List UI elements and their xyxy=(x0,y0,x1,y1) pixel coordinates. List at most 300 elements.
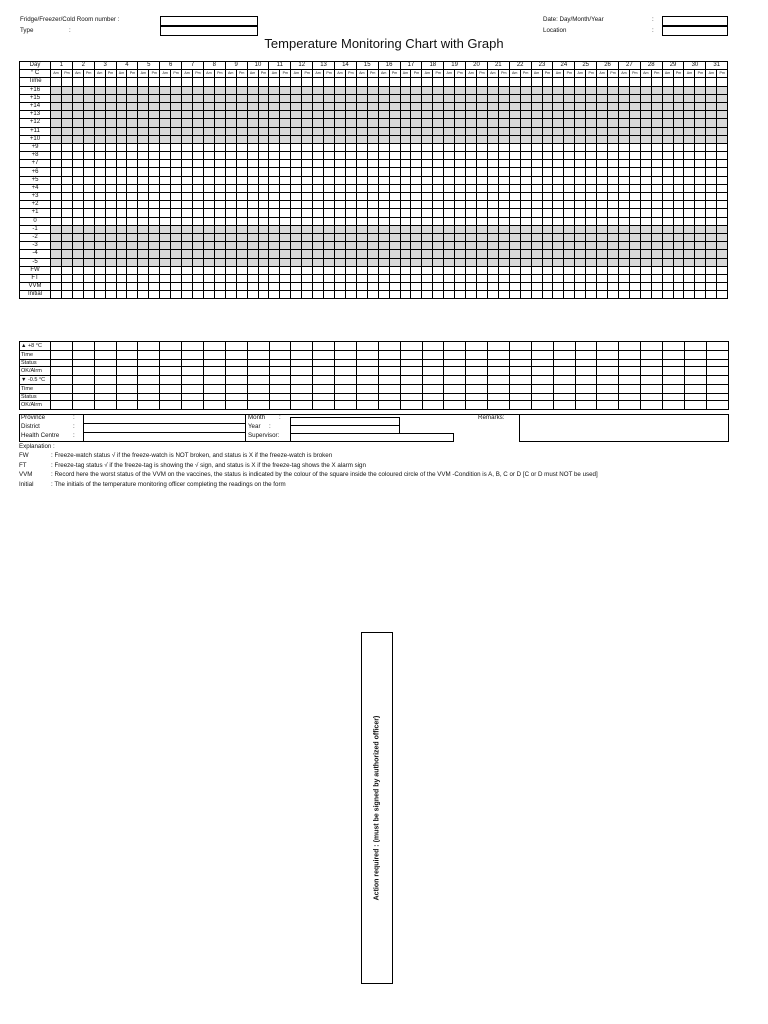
reading-cell[interactable] xyxy=(302,250,313,258)
reading-cell[interactable] xyxy=(72,266,83,274)
reading-cell[interactable] xyxy=(564,274,575,282)
reading-cell[interactable] xyxy=(444,78,455,86)
reading-cell[interactable] xyxy=(684,258,695,266)
reading-cell[interactable] xyxy=(531,233,542,241)
alarm-cell[interactable] xyxy=(72,367,94,376)
reading-cell[interactable] xyxy=(72,160,83,168)
reading-cell[interactable] xyxy=(400,266,411,274)
reading-cell[interactable] xyxy=(553,266,564,274)
reading-cell[interactable] xyxy=(411,193,422,201)
reading-cell[interactable] xyxy=(498,266,509,274)
reading-cell[interactable] xyxy=(706,266,717,274)
alarm-cell[interactable] xyxy=(488,401,510,410)
reading-cell[interactable] xyxy=(487,152,498,160)
reading-cell[interactable] xyxy=(334,266,345,274)
reading-cell[interactable] xyxy=(476,217,487,225)
reading-cell[interactable] xyxy=(389,86,400,94)
reading-cell[interactable] xyxy=(302,193,313,201)
reading-cell[interactable] xyxy=(280,94,291,102)
reading-cell[interactable] xyxy=(214,168,225,176)
reading-cell[interactable] xyxy=(531,127,542,135)
reading-cell[interactable] xyxy=(313,201,324,209)
reading-cell[interactable] xyxy=(334,94,345,102)
reading-cell[interactable] xyxy=(192,102,203,110)
reading-cell[interactable] xyxy=(367,119,378,127)
reading-cell[interactable] xyxy=(400,102,411,110)
reading-cell[interactable] xyxy=(127,242,138,250)
alarm-cell[interactable] xyxy=(335,367,357,376)
reading-cell[interactable] xyxy=(662,291,673,299)
reading-cell[interactable] xyxy=(597,143,608,151)
reading-cell[interactable] xyxy=(182,291,193,299)
reading-cell[interactable] xyxy=(280,250,291,258)
reading-cell[interactable] xyxy=(367,209,378,217)
reading-cell[interactable] xyxy=(487,94,498,102)
alarm-cell[interactable] xyxy=(204,342,226,351)
reading-cell[interactable] xyxy=(597,135,608,143)
reading-cell[interactable] xyxy=(520,250,531,258)
reading-cell[interactable] xyxy=(214,94,225,102)
reading-cell[interactable] xyxy=(269,233,280,241)
reading-cell[interactable] xyxy=(72,233,83,241)
reading-cell[interactable] xyxy=(400,217,411,225)
alarm-cell[interactable] xyxy=(553,394,575,401)
reading-cell[interactable] xyxy=(618,242,629,250)
alarm-cell[interactable] xyxy=(51,401,73,410)
reading-cell[interactable] xyxy=(586,94,597,102)
alarm-cell[interactable] xyxy=(357,360,379,367)
reading-cell[interactable] xyxy=(575,119,586,127)
alarm-cell[interactable] xyxy=(378,376,400,385)
reading-cell[interactable] xyxy=(695,274,706,282)
reading-cell[interactable] xyxy=(345,143,356,151)
alarm-cell[interactable] xyxy=(116,367,138,376)
reading-cell[interactable] xyxy=(258,209,269,217)
alarm-cell[interactable] xyxy=(291,376,313,385)
alarm-cell[interactable] xyxy=(641,401,663,410)
reading-cell[interactable] xyxy=(83,225,94,233)
reading-cell[interactable] xyxy=(280,78,291,86)
reading-cell[interactable] xyxy=(651,225,662,233)
reading-cell[interactable] xyxy=(640,160,651,168)
reading-cell[interactable] xyxy=(717,160,728,168)
reading-cell[interactable] xyxy=(618,217,629,225)
reading-cell[interactable] xyxy=(236,119,247,127)
reading-cell[interactable] xyxy=(280,176,291,184)
reading-cell[interactable] xyxy=(411,242,422,250)
reading-cell[interactable] xyxy=(83,291,94,299)
reading-cell[interactable] xyxy=(182,78,193,86)
reading-cell[interactable] xyxy=(280,152,291,160)
reading-cell[interactable] xyxy=(61,242,72,250)
reading-cell[interactable] xyxy=(444,193,455,201)
reading-cell[interactable] xyxy=(487,176,498,184)
alarm-cell[interactable] xyxy=(160,376,182,385)
reading-cell[interactable] xyxy=(411,168,422,176)
reading-cell[interactable] xyxy=(618,127,629,135)
alarm-cell[interactable] xyxy=(466,360,488,367)
reading-cell[interactable] xyxy=(247,242,258,250)
reading-cell[interactable] xyxy=(356,111,367,119)
alarm-cell[interactable] xyxy=(247,394,269,401)
reading-cell[interactable] xyxy=(149,217,160,225)
reading-cell[interactable] xyxy=(61,217,72,225)
reading-cell[interactable] xyxy=(586,242,597,250)
reading-cell[interactable] xyxy=(498,283,509,291)
reading-cell[interactable] xyxy=(203,274,214,282)
reading-cell[interactable] xyxy=(400,258,411,266)
type-field[interactable] xyxy=(160,26,258,36)
reading-cell[interactable] xyxy=(564,102,575,110)
reading-cell[interactable] xyxy=(61,258,72,266)
reading-cell[interactable] xyxy=(302,184,313,192)
reading-cell[interactable] xyxy=(225,127,236,135)
reading-cell[interactable] xyxy=(182,266,193,274)
reading-cell[interactable] xyxy=(651,250,662,258)
alarm-cell[interactable] xyxy=(116,342,138,351)
reading-cell[interactable] xyxy=(214,78,225,86)
reading-cell[interactable] xyxy=(138,152,149,160)
reading-cell[interactable] xyxy=(116,291,127,299)
reading-cell[interactable] xyxy=(400,176,411,184)
reading-cell[interactable] xyxy=(247,94,258,102)
reading-cell[interactable] xyxy=(72,176,83,184)
reading-cell[interactable] xyxy=(487,266,498,274)
action-required-box[interactable] xyxy=(361,632,393,984)
reading-cell[interactable] xyxy=(127,217,138,225)
reading-cell[interactable] xyxy=(498,143,509,151)
reading-cell[interactable] xyxy=(629,143,640,151)
alarm-cell[interactable] xyxy=(619,367,641,376)
reading-cell[interactable] xyxy=(608,111,619,119)
reading-cell[interactable] xyxy=(411,209,422,217)
reading-cell[interactable] xyxy=(389,143,400,151)
reading-cell[interactable] xyxy=(72,168,83,176)
reading-cell[interactable] xyxy=(629,127,640,135)
reading-cell[interactable] xyxy=(586,258,597,266)
fridge-number-field[interactable] xyxy=(160,16,258,26)
reading-cell[interactable] xyxy=(608,201,619,209)
reading-cell[interactable] xyxy=(345,266,356,274)
alarm-cell[interactable] xyxy=(422,360,444,367)
reading-cell[interactable] xyxy=(487,217,498,225)
reading-cell[interactable] xyxy=(509,217,520,225)
reading-cell[interactable] xyxy=(455,86,466,94)
reading-cell[interactable] xyxy=(192,160,203,168)
reading-cell[interactable] xyxy=(509,160,520,168)
reading-cell[interactable] xyxy=(553,184,564,192)
reading-cell[interactable] xyxy=(608,225,619,233)
alarm-cell[interactable] xyxy=(400,367,422,376)
reading-cell[interactable] xyxy=(291,184,302,192)
reading-cell[interactable] xyxy=(334,160,345,168)
reading-cell[interactable] xyxy=(72,283,83,291)
reading-cell[interactable] xyxy=(466,168,477,176)
reading-cell[interactable] xyxy=(389,233,400,241)
reading-cell[interactable] xyxy=(706,184,717,192)
alarm-cell[interactable] xyxy=(706,401,728,410)
reading-cell[interactable] xyxy=(313,160,324,168)
reading-cell[interactable] xyxy=(203,168,214,176)
reading-cell[interactable] xyxy=(72,127,83,135)
reading-cell[interactable] xyxy=(433,266,444,274)
reading-cell[interactable] xyxy=(695,217,706,225)
reading-cell[interactable] xyxy=(203,233,214,241)
reading-cell[interactable] xyxy=(498,291,509,299)
reading-cell[interactable] xyxy=(695,94,706,102)
reading-cell[interactable] xyxy=(531,176,542,184)
alarm-cell[interactable] xyxy=(575,401,597,410)
reading-cell[interactable] xyxy=(72,209,83,217)
reading-cell[interactable] xyxy=(203,111,214,119)
reading-cell[interactable] xyxy=(608,127,619,135)
reading-cell[interactable] xyxy=(171,193,182,201)
reading-cell[interactable] xyxy=(51,143,62,151)
reading-cell[interactable] xyxy=(618,283,629,291)
alarm-cell[interactable] xyxy=(422,401,444,410)
alarm-cell[interactable] xyxy=(378,360,400,367)
reading-cell[interactable] xyxy=(83,193,94,201)
reading-cell[interactable] xyxy=(684,102,695,110)
reading-cell[interactable] xyxy=(324,160,335,168)
reading-cell[interactable] xyxy=(236,102,247,110)
reading-cell[interactable] xyxy=(313,209,324,217)
reading-cell[interactable] xyxy=(258,152,269,160)
reading-cell[interactable] xyxy=(673,225,684,233)
reading-cell[interactable] xyxy=(553,160,564,168)
reading-cell[interactable] xyxy=(302,86,313,94)
reading-cell[interactable] xyxy=(695,209,706,217)
reading-cell[interactable] xyxy=(378,111,389,119)
alarm-cell[interactable] xyxy=(597,394,619,401)
alarm-cell[interactable] xyxy=(619,376,641,385)
reading-cell[interactable] xyxy=(258,111,269,119)
reading-cell[interactable] xyxy=(280,119,291,127)
reading-cell[interactable] xyxy=(586,291,597,299)
alarm-cell[interactable] xyxy=(182,342,204,351)
reading-cell[interactable] xyxy=(717,274,728,282)
reading-cell[interactable] xyxy=(280,111,291,119)
reading-cell[interactable] xyxy=(127,78,138,86)
reading-cell[interactable] xyxy=(411,86,422,94)
reading-cell[interactable] xyxy=(673,168,684,176)
reading-cell[interactable] xyxy=(444,160,455,168)
reading-cell[interactable] xyxy=(389,152,400,160)
reading-cell[interactable] xyxy=(498,274,509,282)
reading-cell[interactable] xyxy=(345,102,356,110)
reading-cell[interactable] xyxy=(72,135,83,143)
reading-cell[interactable] xyxy=(236,86,247,94)
alarm-cell[interactable] xyxy=(575,351,597,360)
reading-cell[interactable] xyxy=(466,160,477,168)
reading-cell[interactable] xyxy=(673,94,684,102)
alarm-cell[interactable] xyxy=(313,351,335,360)
reading-cell[interactable] xyxy=(203,225,214,233)
alarm-cell[interactable] xyxy=(357,401,379,410)
reading-cell[interactable] xyxy=(345,193,356,201)
reading-cell[interactable] xyxy=(138,274,149,282)
reading-cell[interactable] xyxy=(455,152,466,160)
reading-cell[interactable] xyxy=(356,102,367,110)
reading-cell[interactable] xyxy=(149,135,160,143)
reading-cell[interactable] xyxy=(498,119,509,127)
reading-cell[interactable] xyxy=(94,258,105,266)
reading-cell[interactable] xyxy=(94,283,105,291)
reading-cell[interactable] xyxy=(280,266,291,274)
reading-cell[interactable] xyxy=(192,233,203,241)
reading-cell[interactable] xyxy=(258,143,269,151)
reading-cell[interactable] xyxy=(586,209,597,217)
reading-cell[interactable] xyxy=(673,176,684,184)
reading-cell[interactable] xyxy=(160,184,171,192)
reading-cell[interactable] xyxy=(422,152,433,160)
reading-cell[interactable] xyxy=(662,127,673,135)
alarm-cell[interactable] xyxy=(510,360,532,367)
reading-cell[interactable] xyxy=(258,193,269,201)
reading-cell[interactable] xyxy=(455,233,466,241)
reading-cell[interactable] xyxy=(192,119,203,127)
reading-cell[interactable] xyxy=(149,250,160,258)
reading-cell[interactable] xyxy=(487,250,498,258)
reading-cell[interactable] xyxy=(706,193,717,201)
reading-cell[interactable] xyxy=(127,184,138,192)
reading-cell[interactable] xyxy=(324,94,335,102)
alarm-cell[interactable] xyxy=(531,351,553,360)
reading-cell[interactable] xyxy=(662,86,673,94)
reading-cell[interactable] xyxy=(575,201,586,209)
reading-cell[interactable] xyxy=(127,225,138,233)
reading-cell[interactable] xyxy=(662,135,673,143)
reading-cell[interactable] xyxy=(149,86,160,94)
reading-cell[interactable] xyxy=(182,274,193,282)
reading-cell[interactable] xyxy=(531,94,542,102)
reading-cell[interactable] xyxy=(302,233,313,241)
reading-cell[interactable] xyxy=(389,283,400,291)
reading-cell[interactable] xyxy=(214,201,225,209)
reading-cell[interactable] xyxy=(695,102,706,110)
reading-cell[interactable] xyxy=(149,201,160,209)
reading-cell[interactable] xyxy=(662,143,673,151)
reading-cell[interactable] xyxy=(389,258,400,266)
alarm-cell[interactable] xyxy=(225,376,247,385)
reading-cell[interactable] xyxy=(466,258,477,266)
reading-cell[interactable] xyxy=(51,102,62,110)
reading-cell[interactable] xyxy=(629,233,640,241)
reading-cell[interactable] xyxy=(72,102,83,110)
reading-cell[interactable] xyxy=(476,119,487,127)
reading-cell[interactable] xyxy=(94,152,105,160)
reading-cell[interactable] xyxy=(389,266,400,274)
reading-cell[interactable] xyxy=(695,127,706,135)
reading-cell[interactable] xyxy=(291,111,302,119)
alarm-cell[interactable] xyxy=(575,385,597,394)
reading-cell[interactable] xyxy=(61,266,72,274)
reading-cell[interactable] xyxy=(72,258,83,266)
reading-cell[interactable] xyxy=(586,135,597,143)
reading-cell[interactable] xyxy=(542,160,553,168)
reading-cell[interactable] xyxy=(334,258,345,266)
reading-cell[interactable] xyxy=(236,283,247,291)
reading-cell[interactable] xyxy=(608,152,619,160)
alarm-cell[interactable] xyxy=(466,342,488,351)
alarm-cell[interactable] xyxy=(138,394,160,401)
reading-cell[interactable] xyxy=(466,152,477,160)
alarm-cell[interactable] xyxy=(225,351,247,360)
reading-cell[interactable] xyxy=(302,283,313,291)
reading-cell[interactable] xyxy=(182,242,193,250)
reading-cell[interactable] xyxy=(520,184,531,192)
reading-cell[interactable] xyxy=(608,283,619,291)
reading-cell[interactable] xyxy=(553,250,564,258)
reading-cell[interactable] xyxy=(51,250,62,258)
reading-cell[interactable] xyxy=(455,193,466,201)
reading-cell[interactable] xyxy=(138,266,149,274)
reading-cell[interactable] xyxy=(509,193,520,201)
reading-cell[interactable] xyxy=(564,184,575,192)
reading-cell[interactable] xyxy=(695,283,706,291)
reading-cell[interactable] xyxy=(662,78,673,86)
reading-cell[interactable] xyxy=(51,283,62,291)
reading-cell[interactable] xyxy=(531,283,542,291)
reading-cell[interactable] xyxy=(280,102,291,110)
reading-cell[interactable] xyxy=(182,209,193,217)
reading-cell[interactable] xyxy=(422,233,433,241)
reading-cell[interactable] xyxy=(105,266,116,274)
alarm-cell[interactable] xyxy=(269,367,291,376)
reading-cell[interactable] xyxy=(116,86,127,94)
reading-cell[interactable] xyxy=(356,217,367,225)
reading-cell[interactable] xyxy=(542,176,553,184)
reading-cell[interactable] xyxy=(83,160,94,168)
alarm-cell[interactable] xyxy=(291,360,313,367)
reading-cell[interactable] xyxy=(225,168,236,176)
reading-cell[interactable] xyxy=(400,250,411,258)
reading-cell[interactable] xyxy=(673,102,684,110)
reading-cell[interactable] xyxy=(608,135,619,143)
reading-cell[interactable] xyxy=(455,176,466,184)
reading-cell[interactable] xyxy=(138,184,149,192)
reading-cell[interactable] xyxy=(334,225,345,233)
reading-cell[interactable] xyxy=(247,168,258,176)
reading-cell[interactable] xyxy=(629,242,640,250)
reading-cell[interactable] xyxy=(236,152,247,160)
reading-cell[interactable] xyxy=(717,209,728,217)
reading-cell[interactable] xyxy=(160,160,171,168)
reading-cell[interactable] xyxy=(258,201,269,209)
reading-cell[interactable] xyxy=(83,86,94,94)
reading-cell[interactable] xyxy=(695,250,706,258)
reading-cell[interactable] xyxy=(171,78,182,86)
reading-cell[interactable] xyxy=(629,250,640,258)
reading-cell[interactable] xyxy=(509,274,520,282)
reading-cell[interactable] xyxy=(629,168,640,176)
alarm-cell[interactable] xyxy=(182,360,204,367)
alarm-cell[interactable] xyxy=(684,360,706,367)
alarm-cell[interactable] xyxy=(94,401,116,410)
reading-cell[interactable] xyxy=(706,102,717,110)
reading-cell[interactable] xyxy=(302,94,313,102)
reading-cell[interactable] xyxy=(717,291,728,299)
reading-cell[interactable] xyxy=(487,233,498,241)
alarm-cell[interactable] xyxy=(597,367,619,376)
reading-cell[interactable] xyxy=(83,143,94,151)
reading-cell[interactable] xyxy=(455,127,466,135)
reading-cell[interactable] xyxy=(258,274,269,282)
reading-cell[interactable] xyxy=(498,233,509,241)
reading-cell[interactable] xyxy=(422,160,433,168)
alarm-cell[interactable] xyxy=(378,385,400,394)
alarm-cell[interactable] xyxy=(160,401,182,410)
